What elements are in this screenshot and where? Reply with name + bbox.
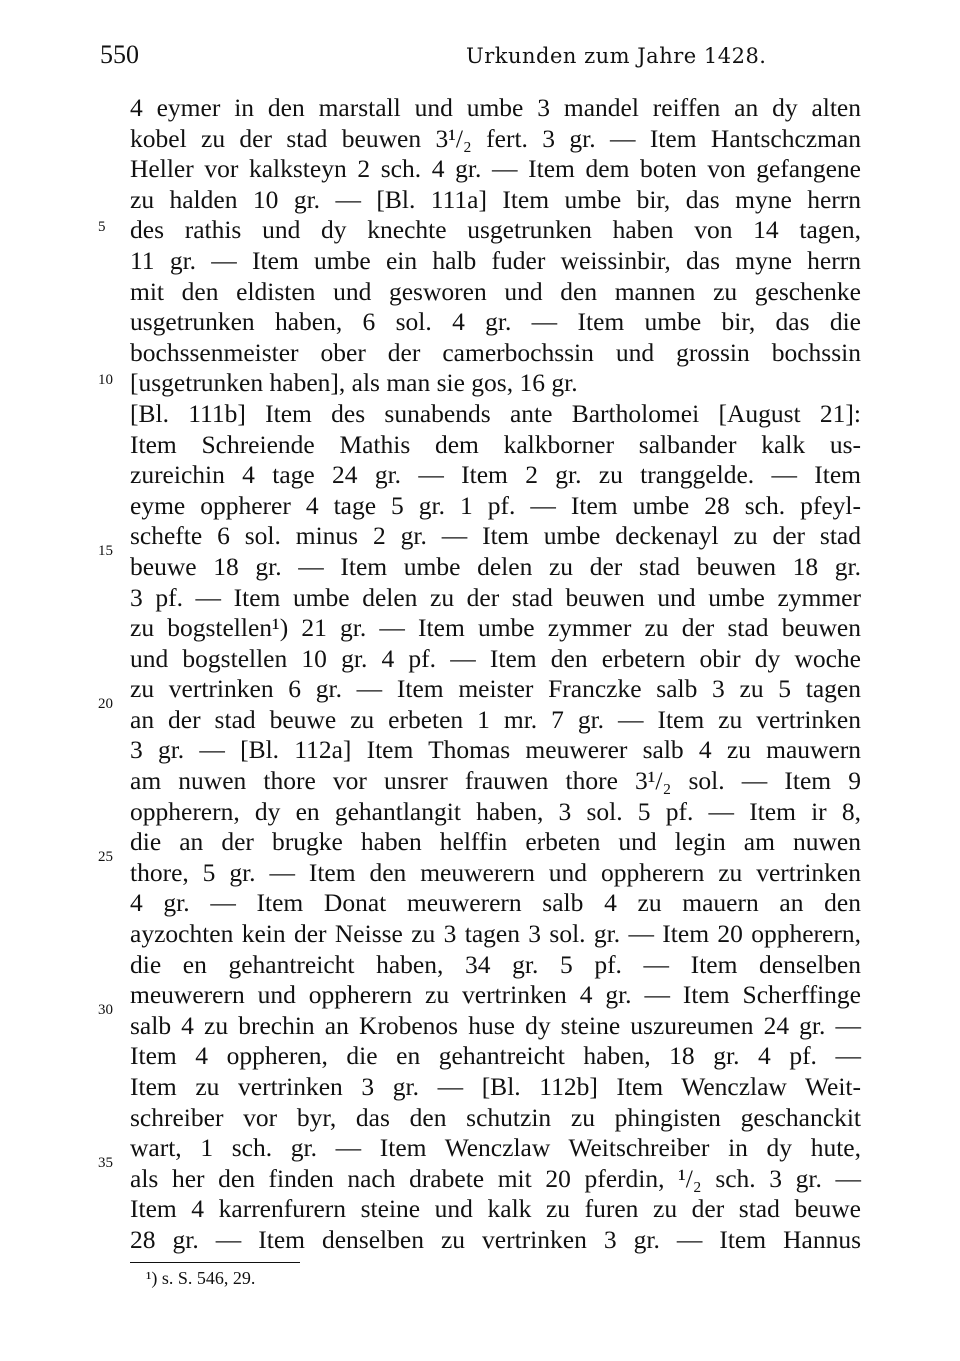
text-line: zureichin 4 tage 24 gr. — Item 2 gr. zu tranggelde. — Item: [130, 460, 861, 490]
text-line: zu vertrinken 6 gr. — Item meister Franczke salb 3 zu 5 tagen: [130, 674, 861, 704]
text-line: [usgetrunken haben], als man sie gos, 16 gr.: [130, 368, 578, 398]
text-line: mit den eldisten und gesworen und den mannen zu geschenke: [130, 276, 861, 306]
text-line: meuwerern und oppherern zu vertrinken 4 gr. — Item Scherffinge: [130, 980, 861, 1010]
page-header: [100, 40, 860, 80]
text-line: schreiber vor byr, das den schutzin zu phingisten geschanckit: [130, 1102, 861, 1132]
line-number-35: 35: [98, 1155, 113, 1171]
text-line: thore, 5 gr. — Item den meuwerern und oppherern zu vertrinken: [130, 857, 861, 887]
text-line: Item 4 karrenfurern steine und kalk zu furen zu der stad beuwe: [130, 1194, 861, 1224]
text-line: 3 pf. — Item umbe delen zu der stad beuwen und umbe zymmer: [130, 582, 861, 612]
text-line: kobel zu der stad beuwen 3¹/₂ fert. 3 gr. — Item Hantschczman: [130, 123, 861, 153]
text-line: 3 gr. — [Bl. 112a] Item Thomas meuwerer salb 4 zu mauwern: [130, 735, 861, 765]
line-number-30: 30: [98, 1002, 113, 1018]
text-line: als her den finden nach drabete mit 20 pferdin, ¹/₂ sch. 3 gr. —: [130, 1163, 861, 1193]
text-line: Item zu vertrinken 3 gr. — [Bl. 112b] Item Wenczlaw Weit-: [130, 1072, 861, 1101]
text-line: salb 4 zu brechin an Krobenos huse dy steine uszureumen 24 gr. —: [130, 1010, 861, 1040]
text-line: an der stad beuwe zu erbeten 1 mr. 7 gr. — Item zu vertrinken: [130, 704, 861, 734]
line-number-20: 20: [98, 696, 113, 712]
text-line: eyme oppherer 4 tage 5 gr. 1 pf. — Item umbe 28 sch. pfeyl-: [130, 490, 861, 520]
text-line: zu halden 10 gr. — [Bl. 111a] Item umbe bir, das myne herrn: [130, 184, 861, 214]
text-line: 11 gr. — Item umbe ein halb fuder weissinbir, das myne herrn: [130, 245, 861, 275]
footnote-divider: [130, 1262, 300, 1263]
text-line: wart, 1 sch. gr. — Item Wenczlaw Weitschreiber in dy hute,: [130, 1133, 861, 1163]
line-number-10: 10: [98, 372, 113, 388]
text-line: oppherern, dy en gehantlangit haben, 3 sol. 5 pf. — Item ir 8,: [130, 796, 861, 826]
running-title: Urkunden zum Jahre 1428.: [466, 44, 767, 68]
text-line: beuwe 18 gr. — Item umbe delen zu der stad beuwen 18 gr.: [130, 551, 861, 581]
text-line: am nuwen thore vor unsrer frauwen thore 3¹/₂ sol. — Item 9: [130, 766, 861, 796]
text-line: Item 4 oppheren, die en gehantreicht haben, 18 gr. 4 pf. —: [130, 1041, 861, 1071]
text-line: zu bogstellen¹) 21 gr. — Item umbe zymmer zu der stad beuwen: [130, 613, 861, 643]
body-text: [130, 93, 861, 1256]
text-line: die an der brugke haben helffin erbeten und legin am nuwen: [130, 827, 861, 857]
text-line: bochssenmeister ober der camerbochssin und grossin bochssin: [130, 337, 861, 367]
text-line: 28 gr. — Item denselben zu vertrinken 3 gr. — Item Hannus: [130, 1224, 861, 1254]
page-number: 550: [100, 40, 139, 69]
text-line: ayzochten kein der Neisse zu 3 tagen 3 sol. gr. — Item 20 oppherern,: [130, 919, 861, 949]
text-line: [Bl. 111b] Item des sunabends ante Bartholomei [August 21]:: [130, 398, 861, 428]
line-number-15: 15: [98, 543, 113, 559]
text-line: Heller vor kalksteyn 2 sch. 4 gr. — Item dem boten von gefangene: [130, 154, 861, 184]
line-number-5: 5: [98, 219, 106, 235]
text-line: usgetrunken haben, 6 sol. 4 gr. — Item umbe bir, das die: [130, 307, 861, 337]
text-line: die en gehantreicht haben, 34 gr. 5 pf. — Item denselben: [130, 949, 861, 979]
text-line: 4 eymer in den marstall und umbe 3 mandel reiffen an dy alten: [130, 93, 861, 122]
line-number-25: 25: [98, 849, 113, 865]
text-line: und bogstellen 10 gr. 4 pf. — Item den erbetern obir dy woche: [130, 643, 861, 673]
footnote: ¹) s. S. 546, 29.: [146, 1268, 256, 1288]
text-line: 4 gr. — Item Donat meuwerern salb 4 zu mauern an den: [130, 888, 861, 918]
text-line: Item Schreiende Mathis dem kalkborner salbander kalk us-: [130, 429, 861, 459]
text-line: schefte 6 sol. minus 2 gr. — Item umbe deckenayl zu der stad: [130, 521, 861, 551]
text-line: des rathis und dy knechte usgetrunken haben von 14 tagen,: [130, 215, 861, 245]
